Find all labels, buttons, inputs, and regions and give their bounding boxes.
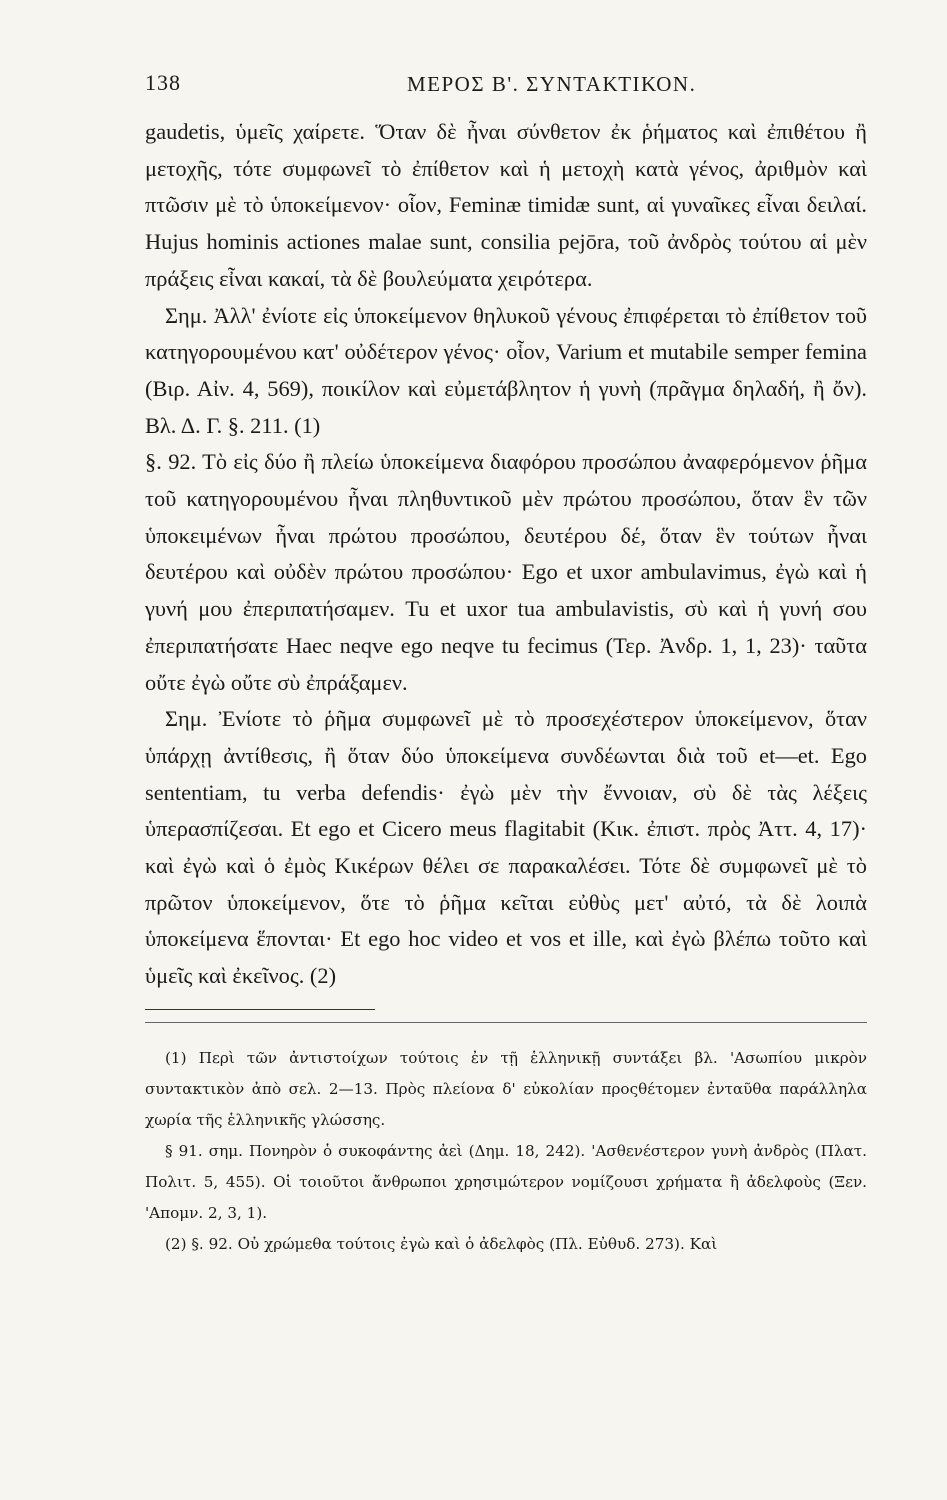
paragraph-1: gaudetis, ὑμεῖς χαίρετε. Ὅταν δὲ ἦναι σύνθετον ἐκ ῥήματος καὶ ἐπιθέτου ἢ μετοχῆς, τότε συμφωνεῖ τὸ ἐπίθετον καὶ ἡ μετοχὴ κατὰ γένος, ἀριθμὸν καὶ πτῶσιν μὲ τὸ ὑποκείμενον· οἷον, Feminæ timidæ sunt, αἱ γυναῖκες εἶναι δειλαί. Hujus hominis actiones malae sunt, consilia pejōra, τοῦ ἀνδρὸς τούτου αἱ μὲν πράξεις εἶναι κακαί, τὰ δὲ βουλεύματα χειρότερα. [145,119,867,291]
footnote-1: (1) Περὶ τῶν ἀντιστοίχων τούτοις ἐν τῇ ἑλληνικῇ συντάξει βλ. 'Ασωπίου μικρὸν συντακτικὸν ἀπὸ σελ. 2—13. Πρὸς πλείονα δ' εὐκολίαν προςθέτομεν ἐνταῦθα παράλληλα χωρία τῆς ἑλληνικῆς γλώσσης. [145,1048,867,1129]
paragraph-note-1: Σημ. Ἀλλ' ἐνίοτε εἰς ὑποκείμενον θηλυκοῦ γένους ἐπιφέρεται τὸ ἐπίθετον τοῦ κατηγορουμένου κατ' οὐδέτερον γένος· οἷον, Varium et mutabile semper femina (Βιρ. Αἰν. 4, 569), ποικίλον καὶ εὐμετάβλητον ἡ γυνὴ (πρᾶγμα δηλαδή, ἢ ὄν). Βλ. Δ. Γ. §. 211. (1) [145,302,867,438]
separator-full [145,1022,867,1023]
main-text [145,114,867,995]
paragraph-note-2: Σημ. Ἐνίοτε τὸ ῥῆμα συμφωνεῖ μὲ τὸ προσεχέστερον ὑποκείμενον, ὅταν ὑπάρχῃ ἀντίθεσις, ἢ ὅταν δύο ὑποκείμενα συνδέωνται διὰ τοῦ et—et. Ego sententiam, tu verba defendis· ἐγὼ μὲν τὴν ἔννοιαν, σὺ δὲ τὰς λέξεις ὑπερασπίζεσαι. Et ego et Cicero meus flagitabit (Κικ. ἐπιστ. πρὸς Ἀττ. 4, 17)· καὶ ἐγὼ καὶ ὁ ἐμὸς Κικέρων θέλει σε παρακαλέσει. Τότε δὲ συμφωνεῖ μὲ τὸ πρῶτον ὑποκείμενον, ὅτε τὸ ῥῆμα κεῖται εὐθὺς μετ' αὐτό, τὰ δὲ λοιπὰ ὑποκείμενα ἕπονται· Et ego hoc video et vos et ille, καὶ ἐγὼ βλέπω τοῦτο καὶ ὑμεῖς καὶ ἐκεῖνος. (2) [145,706,867,989]
running-head: ΜΕΡΟΣ Β'. ΣΥΝΤΑΚΤΙΚΟΝ. [407,72,697,96]
separator-short [145,1009,375,1010]
footnotes [145,1043,867,1260]
footnote-1-continued: § 91. σημ. Πονηρὸν ὁ συκοφάντης ἀεὶ (Δημ. 18, 242). 'Ασθενέστερον γυνὴ ἀνδρὸς (Πλατ. Πολιτ. 5, 455). Οἱ τοιοῦτοι ἄνθρωποι χρησιμώτερον νομίζουσι χρήματα ἢ ἀδελφοὺς (Ξεν. 'Απομν. 2, 3, 1). [145,1141,867,1222]
footnote-2: (2) §. 92. Οὐ χρώμεθα τούτοις ἐγὼ καὶ ὁ ἀδελφὸς (Πλ. Εὐθυδ. 273). Καὶ [165,1234,718,1253]
paragraph-section-92: §. 92. Τὸ εἰς δύο ἢ πλείω ὑποκείμενα διαφόρου προσώπου ἀναφερόμενον ῥῆμα τοῦ κατηγορουμένου ἦναι πληθυντικοῦ μὲν πρώτου προσώπου, ὅταν ἓν τῶν ὑποκειμένων ἦναι πρώτου προσώπου, δευτέρου δέ, ὅταν ἓν τούτων ἦναι δευτέρου καὶ οὐδὲν πρώτου προσώπου· Ego et uxor ambulavimus, ἐγὼ καὶ ἡ γυνή μου ἐπεριπατήσαμεν. Tu et uxor tua ambulavistis, σὺ καὶ ἡ γυνή σου ἐπεριπατήσατε Haec neqve ego neqve tu fecimus (Τερ. Ἀνδρ. 1, 1, 23)· ταῦτα οὔτε ἐγὼ οὔτε σὺ ἐπράξαμεν. [145,449,867,695]
page-number: 138 [145,70,181,95]
page-header [145,70,867,104]
